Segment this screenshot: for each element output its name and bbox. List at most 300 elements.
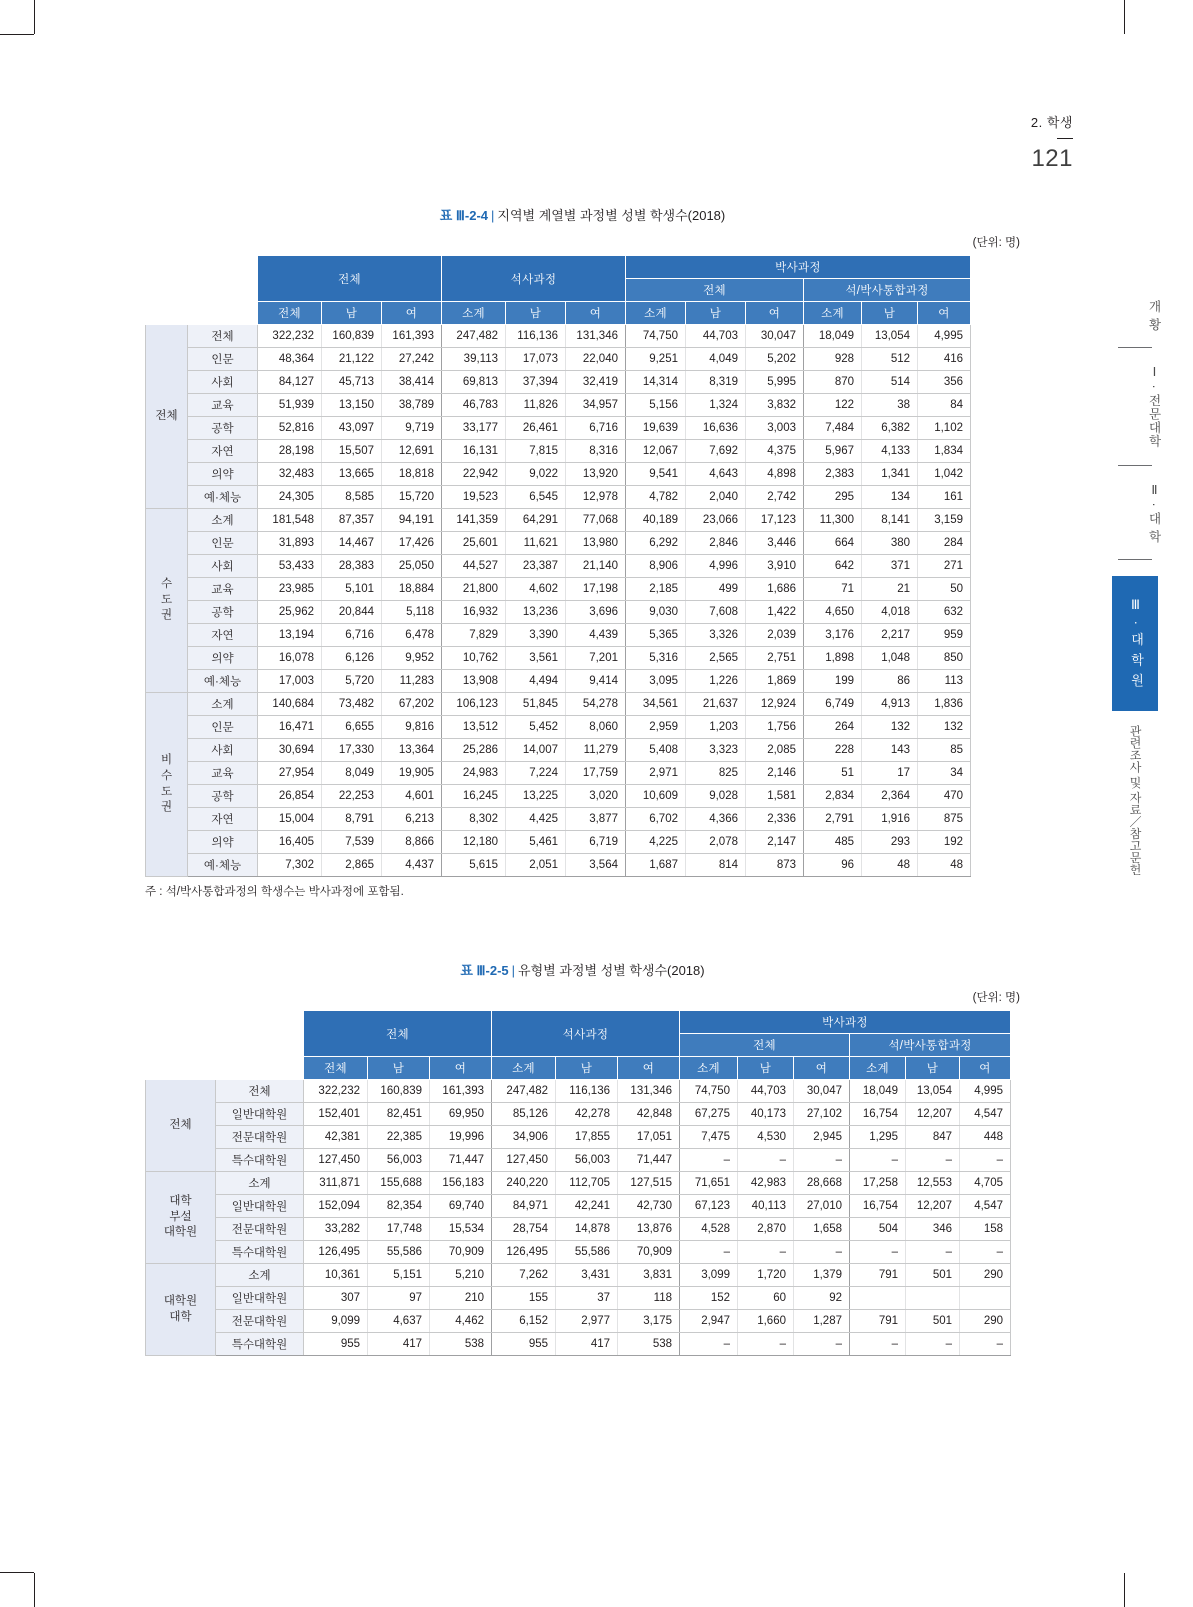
table-cell: 38 [862,394,918,417]
table-cell: 13,665 [322,463,382,486]
row-label: 전문대학원 [216,1310,304,1333]
table-cell: 4,375 [746,440,804,463]
row-label: 사회 [188,371,258,394]
table-cell: 53,433 [258,555,322,578]
table-row [146,739,971,762]
table-cell: 2,185 [626,578,686,601]
table-cell: 116,136 [556,1080,618,1103]
table-cell: 19,639 [626,417,686,440]
t1-subheader-3: 소계 [442,302,506,325]
table-cell: 19,523 [442,486,506,509]
table-cell: 9,099 [304,1310,368,1333]
table-cell: 5,316 [626,647,686,670]
table-cell: 13,150 [322,394,382,417]
table-cell: 470 [918,785,971,808]
table-cell: 86 [862,670,918,693]
table-cell: 17,330 [322,739,382,762]
table-cell: 12,180 [442,831,506,854]
table-cell: 3,159 [918,509,971,532]
table-row [146,555,971,578]
table-cell: 5,365 [626,624,686,647]
table-cell: 158 [960,1218,1011,1241]
crop-mark-bottom-left-vertical [34,1573,35,1607]
table-cell: 7,484 [804,417,862,440]
table-cell: 7,475 [680,1126,738,1149]
table-cell: 23,387 [506,555,566,578]
table-cell: 4,530 [738,1126,794,1149]
table-cell: 40,113 [738,1195,794,1218]
crop-mark-top-left-vertical [34,0,35,34]
table-cell: 264 [804,716,862,739]
table-cell: 3,095 [626,670,686,693]
row-label: 소계 [188,509,258,532]
row-label: 소계 [188,693,258,716]
table-row [146,1126,1011,1149]
table-cell: 192 [918,831,971,854]
table-cell: 16,636 [686,417,746,440]
table-cell: 322,232 [258,325,322,348]
table-cell: 11,283 [382,670,442,693]
table-cell: 37,394 [506,371,566,394]
table-row [146,1287,1011,1310]
table-cell: 6,749 [804,693,862,716]
table-cell: 34,561 [626,693,686,716]
side-tab-divider-3 [1118,559,1152,560]
row-label: 전체 [216,1080,304,1103]
table-cell: 7,201 [566,647,626,670]
table-cell: 34,957 [566,394,626,417]
table-cell: 17 [862,762,918,785]
table-cell: 955 [304,1333,368,1356]
table-cell: 152,401 [304,1103,368,1126]
table-cell: 499 [686,578,746,601]
table-cell: 67,275 [680,1103,738,1126]
table-cell: 143 [862,739,918,762]
table-cell: 6,152 [492,1310,556,1333]
t2-header-combined: 석/박사통합과정 [850,1034,1011,1057]
table-cell: 51 [804,762,862,785]
t2-body [146,1080,1011,1356]
table-cell: 8,141 [862,509,918,532]
table-cell: 6,716 [566,417,626,440]
table-cell: 4,133 [862,440,918,463]
table-cell: – [960,1333,1011,1356]
table-cell: 116,136 [506,325,566,348]
table-cell: 5,452 [506,716,566,739]
t2-subheader-4: 남 [556,1057,618,1080]
table-cell: 3,176 [804,624,862,647]
side-tab-overview[interactable]: 개 황 [1147,300,1161,332]
side-tab-references[interactable]: 관련조사 및 자료／참고문헌 [1128,724,1142,876]
data-table-3-2-5 [145,1010,1011,1356]
table-row [146,693,971,716]
side-tab-university[interactable]: Ⅱ · 대 학 [1147,481,1161,544]
row-label: 의약 [188,831,258,854]
table-number: 표 Ⅲ-2-4 [439,208,489,223]
table-cell: 22,253 [322,785,382,808]
table-row [146,808,971,831]
row-label: 자연 [188,440,258,463]
table-cell: 85 [918,739,971,762]
table-cell: 284 [918,532,971,555]
table-cell: 3,910 [746,555,804,578]
table-row [146,440,971,463]
table-cell: 8,302 [442,808,506,831]
table-cell: 955 [492,1333,556,1356]
table-cell: 11,826 [506,394,566,417]
table-cell: – [906,1333,960,1356]
table-cell: 2,870 [738,1218,794,1241]
table-row [146,670,971,693]
table-cell: 8,906 [626,555,686,578]
table-cell: 4,898 [746,463,804,486]
table-row [146,1241,1011,1264]
table-cell: 873 [746,854,804,877]
row-label: 공학 [188,785,258,808]
table-cell: 25,050 [382,555,442,578]
row-label: 소계 [216,1172,304,1195]
table-cell: 240,220 [492,1172,556,1195]
table-cell: 6,655 [322,716,382,739]
table-row [146,325,971,348]
table-cell: 30,694 [258,739,322,762]
table-cell: 17,748 [368,1218,430,1241]
table-cell: 17,258 [850,1172,906,1195]
table-cell: – [794,1241,850,1264]
row-label: 의약 [188,463,258,486]
table-cell: 48,364 [258,348,322,371]
table-cell: 6,382 [862,417,918,440]
row-label: 일반대학원 [216,1287,304,1310]
table-cell: 13,054 [906,1080,960,1103]
table-cell: 27,010 [794,1195,850,1218]
table-cell: 12,978 [566,486,626,509]
table-cell: 48 [862,854,918,877]
table-cell: 1,834 [918,440,971,463]
table-row [146,371,971,394]
table-cell: 371 [862,555,918,578]
table-cell: 17,198 [566,578,626,601]
row-label: 특수대학원 [216,1333,304,1356]
table-cell: 106,123 [442,693,506,716]
table-cell: 5,101 [322,578,382,601]
table-cell: 4,547 [960,1103,1011,1126]
table-cell: 17,003 [258,670,322,693]
table-cell: 156,183 [430,1172,492,1195]
table-cell: 44,703 [686,325,746,348]
row-label: 인문 [188,716,258,739]
row-group-label: 대학원 대학 [146,1264,216,1356]
table-cell: – [850,1149,906,1172]
t1-subheader-2: 여 [382,302,442,325]
table-cell: 5,967 [804,440,862,463]
row-group-label: 비 수 도 권 [146,693,188,877]
table-cell: 16,245 [442,785,506,808]
table-cell: 4,425 [506,808,566,831]
table-row [146,601,971,624]
t1-corner-2 [188,256,258,325]
table-cell: 514 [862,371,918,394]
table-cell: 2,846 [686,532,746,555]
table-cell: 2,051 [506,854,566,877]
t2-subheader-5: 여 [618,1057,680,1080]
table-cell: 97 [368,1287,430,1310]
table-cell: 5,408 [626,739,686,762]
table-cell: 71,447 [430,1149,492,1172]
side-tab-graduate-school[interactable]: Ⅲ · 대 학 원 [1112,576,1158,711]
table-cell: 5,461 [506,831,566,854]
row-group-label: 전체 [146,1080,216,1172]
table-row [146,509,971,532]
table-cell: 1,916 [862,808,918,831]
table-cell: 11,621 [506,532,566,555]
table-cell: 42,848 [618,1103,680,1126]
table-cell: 2,565 [686,647,746,670]
table-cell: 27,954 [258,762,322,785]
row-label: 공학 [188,601,258,624]
table-cell: 7,224 [506,762,566,785]
table-cell: 2,977 [556,1310,618,1333]
table-cell: 1,720 [738,1264,794,1287]
table-row [146,1103,1011,1126]
table-cell: 31,893 [258,532,322,555]
table-cell: 4,601 [382,785,442,808]
t2-subheader-10: 남 [906,1057,960,1080]
table-cell: 1,687 [626,854,686,877]
table-cell: 13,225 [506,785,566,808]
table-cell: 13,364 [382,739,442,762]
row-label: 인문 [188,348,258,371]
table-cell: 2,959 [626,716,686,739]
table-note-3-2-4: 주 : 석/박사통합과정의 학생수는 박사과정에 포함됨. [145,886,404,898]
table-cell: 2,364 [862,785,918,808]
t2-subheader-7: 남 [738,1057,794,1080]
table-cell: 959 [918,624,971,647]
table-cell: 2,078 [686,831,746,854]
table-cell: 4,782 [626,486,686,509]
table-cell: 96 [804,854,862,877]
table-cell: 1,324 [686,394,746,417]
table-cell: 33,177 [442,417,506,440]
table-cell: – [850,1241,906,1264]
row-label: 전체 [188,325,258,348]
table-cell: 12,067 [626,440,686,463]
table-cell: 45,713 [322,371,382,394]
crop-mark-bottom-right-vertical [1124,1573,1125,1607]
table-cell: 112,705 [556,1172,618,1195]
table-cell: 9,030 [626,601,686,624]
table-cell: 18,049 [804,325,862,348]
side-tab-graduate-school-wrap [1112,576,1158,711]
table-cell: 271 [918,555,971,578]
table-cell: 132 [918,716,971,739]
row-label: 사회 [188,739,258,762]
table-row [146,624,971,647]
table-cell: 161,393 [430,1080,492,1103]
table-cell: 38,414 [382,371,442,394]
table-cell: 14,878 [556,1218,618,1241]
table-cell: 1,226 [686,670,746,693]
t1-subheader-1: 남 [322,302,382,325]
table-cell: 875 [918,808,971,831]
table-cell: 181,548 [258,509,322,532]
table-cell [850,1287,906,1310]
table-cell: 417 [368,1333,430,1356]
row-label: 일반대학원 [216,1103,304,1126]
table-cell: 2,039 [746,624,804,647]
table-cell: 13,512 [442,716,506,739]
table-cell: 1,658 [794,1218,850,1241]
table-cell: 3,099 [680,1264,738,1287]
table-cell: 126,495 [304,1241,368,1264]
table-cell: 1,379 [794,1264,850,1287]
table-cell: 847 [906,1126,960,1149]
table-title-2: 유형별 과정별 성별 학생수(2018) [518,963,705,978]
table-cell: 73,482 [322,693,382,716]
table-cell: 42,278 [556,1103,618,1126]
row-label: 사회 [188,555,258,578]
table-cell: 8,316 [566,440,626,463]
table-cell: 632 [918,601,971,624]
table-cell: 3,390 [506,624,566,647]
table-cell: 814 [686,854,746,877]
table-cell: 5,615 [442,854,506,877]
table-cell: 42,241 [556,1195,618,1218]
table-row [146,1264,1011,1287]
t2-header-master: 석사과정 [492,1011,680,1057]
table-cell: 307 [304,1287,368,1310]
table-cell: 27,102 [794,1103,850,1126]
table-cell: 15,507 [322,440,382,463]
table-cell: 56,003 [368,1149,430,1172]
table-cell: 1,203 [686,716,746,739]
table-cell: 293 [862,831,918,854]
table-cell: 4,528 [680,1218,738,1241]
table-row [146,785,971,808]
row-label: 자연 [188,624,258,647]
t1-subheader-4: 남 [506,302,566,325]
t1-corner-1 [146,256,188,325]
table-cell: 1,898 [804,647,862,670]
table-cell: 127,515 [618,1172,680,1195]
t2-subheader-9: 소계 [850,1057,906,1080]
table-cell: 131,346 [566,325,626,348]
table-cell: 9,022 [506,463,566,486]
table-cell: 12,924 [746,693,804,716]
table-cell: 84 [918,394,971,417]
table-row [146,578,971,601]
table-cell: 5,118 [382,601,442,624]
table-cell: 15,004 [258,808,322,831]
table-cell: 7,829 [442,624,506,647]
t1-subheader-11: 여 [918,302,971,325]
row-group-label: 전체 [146,325,188,509]
table-cell: 501 [906,1264,960,1287]
table-cell: 4,602 [506,578,566,601]
table-cell: 48 [918,854,971,877]
table-cell: 127,450 [492,1149,556,1172]
row-label: 교육 [188,762,258,785]
table-cell: 21,140 [566,555,626,578]
table-cell: 55,586 [368,1241,430,1264]
table-cell: 18,049 [850,1080,906,1103]
t2-subheader-1: 남 [368,1057,430,1080]
table-cell: 4,018 [862,601,918,624]
table-cell: 3,832 [746,394,804,417]
row-label: 전문대학원 [216,1126,304,1149]
table-row [146,716,971,739]
table-cell: 7,539 [322,831,382,854]
table-cell: 1,756 [746,716,804,739]
table-cell: 155 [492,1287,556,1310]
table-cell: 37 [556,1287,618,1310]
table-cell: 664 [804,532,862,555]
table-cell: 77,068 [566,509,626,532]
table-cell: 6,292 [626,532,686,555]
t1-header-total: 전체 [258,256,442,302]
table-cell: 69,950 [430,1103,492,1126]
row-label: 교육 [188,578,258,601]
table-cell: 4,637 [368,1310,430,1333]
table-cell: 20,844 [322,601,382,624]
table-cell: 122 [804,394,862,417]
table-cell: 4,494 [506,670,566,693]
table-cell: 11,300 [804,509,862,532]
table-row [146,1310,1011,1333]
table-cell: 22,385 [368,1126,430,1149]
t1-subheader-6: 소계 [626,302,686,325]
table-cell: 311,871 [304,1172,368,1195]
table-unit-3-2-4: (단위: 명) [972,237,1020,249]
table-cell: 67,202 [382,693,442,716]
table-cell: 850 [918,647,971,670]
table-cell: 69,740 [430,1195,492,1218]
table-cell: 140,684 [258,693,322,716]
table-title: 지역별 계열별 과정별 성별 학생수(2018) [497,208,726,223]
table-cell: 2,336 [746,808,804,831]
table-caption-3-2-5: 표 Ⅲ-2-5 | 유형별 과정별 성별 학생수(2018) [460,963,705,978]
table-cell: 1,048 [862,647,918,670]
t1-subheader-9: 소계 [804,302,862,325]
table-cell: 1,341 [862,463,918,486]
running-head-section: 2. 학생 [1030,115,1073,130]
table-cell: 295 [804,486,862,509]
table-cell: 38,789 [382,394,442,417]
table-cell: 28,198 [258,440,322,463]
table-cell: 2,971 [626,762,686,785]
table-cell: 13,194 [258,624,322,647]
table-cell: 155,688 [368,1172,430,1195]
table-cell: – [738,1333,794,1356]
side-tab-junior-college[interactable]: Ⅰ · 전문대학 [1147,364,1161,449]
running-head-rule [1057,138,1073,139]
t2-header-doctor-total: 전체 [680,1034,850,1057]
table-cell: 42,730 [618,1195,680,1218]
table-row [146,1149,1011,1172]
table-cell: 4,996 [686,555,746,578]
table-cell: 1,660 [738,1310,794,1333]
table-cell: 2,865 [322,854,382,877]
table-cell: 8,049 [322,762,382,785]
table-row [146,463,971,486]
t2-header-doctor: 박사과정 [680,1011,1011,1034]
table-cell: 52,816 [258,417,322,440]
table-row [146,1080,1011,1103]
row-label: 예·체능 [188,486,258,509]
table-cell: 26,461 [506,417,566,440]
table-caption-3-2-4: 표 Ⅲ-2-4 | 지역별 계열별 과정별 성별 학생수(2018) [439,208,726,223]
table-cell: 5,995 [746,371,804,394]
